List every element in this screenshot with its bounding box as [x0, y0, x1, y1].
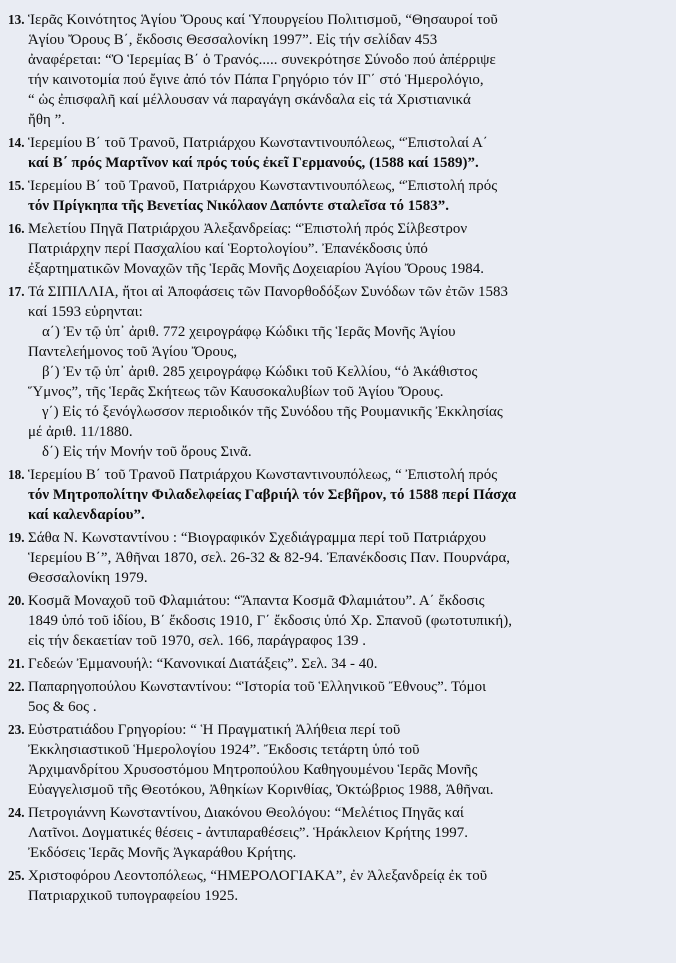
reference-line: Ἁγίου Ὄρους Β΄, ἔκδοσις Θεσσαλονίκη 1997”. Εἰς τήν σελίδαν 453: [28, 32, 438, 48]
reference-number: 22.: [8, 679, 25, 694]
reference-text: [28, 219, 666, 279]
reference-line: Λατῖνοι. Δογματικές θέσεις - ἀντιπαραθέσεις”. Ἡράκλειον Κρήτης 1997.: [28, 825, 468, 841]
reference-entry-23: [8, 720, 666, 800]
reference-line: καί καλενδαρίου”.: [28, 507, 145, 523]
reference-line: Εὐστρατιάδου Γρηγορίου: “ Ἡ Πραγματική Ἀλήθεια περί τοῦ: [28, 722, 401, 738]
reference-sub-line: δ΄) Εἰς τήν Μονήν τοῦ ὄρους Σινᾶ.: [42, 444, 252, 460]
reference-line: Μελετίου Πηγᾶ Πατριάρχου Ἀλεξανδρείας: “Ἐπιστολή πρός Σίλβεστρον: [28, 221, 468, 237]
reference-entry-22: [8, 677, 666, 717]
reference-line: Πατριαρχικοῦ τυπογραφείου 1925.: [28, 888, 239, 904]
reference-line: Γεδεών Ἐμμανουήλ: “Κανονικαί Διατάξεις”. Σελ. 34 - 40.: [28, 656, 378, 672]
reference-line: 5ος & 6ος .: [28, 699, 97, 715]
reference-entry-15: [8, 176, 666, 216]
reference-line: τήν καινοτομία πού ἔγινε ἀπό τόν Πάπα Γρηγόριο τόν ΙΓ΄ στό Ἡμερολόγιο,: [28, 72, 484, 88]
reference-line: Ἱερεμίου Β΄ τοῦ Τρανοῦ, Πατριάρχου Κωνσταντινουπόλεως, “Ἐπιστολή πρός: [28, 178, 498, 194]
reference-line: Σάθα Ν. Κωνσταντίνου : “Βιογραφικόν Σχεδιάγραμμα περί τοῦ Πατριάρχου: [28, 530, 487, 546]
reference-line: Ἐκδόσεις Ἱερᾶς Μονῆς Ἀγκαράθου Κρήτης.: [28, 845, 297, 861]
reference-text: [28, 282, 666, 462]
reference-line: μέ ἀριθ. 11/1880.: [28, 424, 133, 440]
reference-entry-24: [8, 803, 666, 863]
reference-line: τόν Πρίγκηπα τῆς Βενετίας Νικόλαον Δαπόντε σταλεῖσα τό 1583”.: [28, 198, 450, 214]
reference-line: Παπαρηγοπούλου Κωνσταντίνου: “Ἱστορία τοῦ Ἑλληνικοῦ Ἔθνους”. Τόμοι: [28, 679, 487, 695]
reference-line: Παντελεήμονος τοῦ Ἁγίου Ὄρους,: [28, 344, 238, 360]
reference-sub-line: β΄) Ἐν τῷ ὑπ᾽ ἀριθ. 285 χειρογράφῳ Κώδικι τοῦ Κελλίου, “ὁ Ἀκάθιστος: [42, 364, 478, 380]
reference-number: 24.: [8, 805, 25, 820]
reference-entry-21: [8, 654, 666, 674]
reference-text: [28, 10, 666, 130]
reference-number: 21.: [8, 656, 25, 671]
reference-number: 20.: [8, 593, 25, 608]
reference-number: 25.: [8, 868, 25, 883]
reference-text: [28, 591, 666, 651]
reference-line: τόν Μητροπολίτην Φιλαδελφείας Γαβριήλ τόν Σεβῆρον, τό 1588 περί Πάσχα: [28, 487, 517, 503]
reference-entry-20: [8, 591, 666, 651]
reference-number: 17.: [8, 284, 25, 299]
reference-line: Ἱερεμίου Β΄ τοῦ Τρανοῦ, Πατριάρχου Κωνσταντινουπόλεως, “Ἐπιστολαί Α΄: [28, 135, 488, 151]
reference-entry-17: [8, 282, 666, 462]
reference-number: 14.: [8, 135, 25, 150]
reference-sub-line: α΄) Ἐν τῷ ὑπ᾽ ἀριθ. 772 χειρογράφῳ Κώδικι τῆς Ἱερᾶς Μονῆς Ἁγίου: [42, 324, 456, 340]
reference-sub-line: γ΄) Εἰς τό ξενόγλωσσον περιοδικόν τῆς Συνόδου τῆς Ρουμανικῆς Ἐκκλησίας: [42, 404, 503, 420]
reference-number: 15.: [8, 178, 25, 193]
reference-text: [28, 176, 666, 216]
reference-line: εἰς τήν δεκαετίαν τοῦ 1970, σελ. 166, παράγραφος 139 .: [28, 633, 367, 649]
reference-text: [28, 465, 666, 525]
reference-number: 19.: [8, 530, 25, 545]
reference-line: Ἀρχιμανδρίτου Χρυσοστόμου Μητροπούλου Καθηγουμένου Ἱερᾶς Μονῆς: [28, 762, 478, 778]
reference-text: [28, 866, 666, 906]
reference-entry-18: [8, 465, 666, 525]
reference-line: 1849 ὑπό τοῦ ἰδίου, Β΄ ἔκδοσις 1910, Γ΄ ἔκδοσις ὑπό Χρ. Σπανοῦ (φωτοτυπική),: [28, 613, 512, 629]
reference-line: ἀναφέρεται: “Ὁ Ἱερεμίας Β΄ ὁ Τρανός..... συνεκρότησε Σύνοδο πού ἀπέρριψε: [28, 52, 496, 68]
reference-line: καί Β΄ πρός Μαρτῖνον καί πρός τούς ἐκεῖ Γερμανούς, (1588 καί 1589)”.: [28, 155, 479, 171]
reference-entry-16: [8, 219, 666, 279]
reference-line: Ἱερεμίου Β΄ τοῦ Τρανοῦ Πατριάρχου Κωνσταντινουπόλεως, “ Ἐπιστολή πρός: [28, 467, 498, 483]
reference-line: ἤθη ”.: [28, 112, 66, 128]
reference-line: Ἐκκλησιαστικοῦ Ἡμερολογίου 1924”. Ἔκδοσις τετάρτη ὑπό τοῦ: [28, 742, 420, 758]
reference-number: 18.: [8, 467, 25, 482]
reference-text: [28, 677, 666, 717]
reference-entry-14: [8, 133, 666, 173]
reference-text: [28, 528, 666, 588]
reference-text: [28, 803, 666, 863]
reference-line: Ἱερεμίου Β΄”, Ἀθῆναι 1870, σελ. 26-32 & 82-94. Ἐπανέκδοσις Παν. Πουρνάρα,: [28, 550, 511, 566]
reference-line: Ἱερᾶς Κοινότητος Ἁγίου Ὄρους καί Ὑπουργείου Πολιτισμοῦ, “Θησαυροί τοῦ: [28, 12, 498, 28]
reference-text: [28, 133, 666, 173]
reference-line: Πατριάρχην περί Πασχαλίου καί Ἑορτολογίου”. Ἐπανέκδοσις ὑπό: [28, 241, 428, 257]
reference-line: Κοσμᾶ Μοναχοῦ τοῦ Φλαμιάτου: “Ἅπαντα Κοσμᾶ Φλαμιάτου”. Α΄ ἔκδοσις: [28, 593, 485, 609]
reference-number: 23.: [8, 722, 25, 737]
reference-number: 13.: [8, 12, 25, 27]
reference-line: “ ὡς ἐπισφαλῆ καί μέλλουσαν νά παραγάγη σκάνδαλα εἰς τά Χριστιανικά: [28, 92, 471, 108]
reference-entry-13: [8, 10, 666, 130]
reference-line: Ὕμνος”, τῆς Ἱερᾶς Σκήτεως τῶν Καυσοκαλυβίων τοῦ Ἁγίου Ὄρους.: [28, 384, 444, 400]
reference-line: Τά ΣΙΠΙΛΛΙΑ, ἤτοι αἱ Ἀποφάσεις τῶν Πανορθοδόξων Συνόδων τῶν ἐτῶν 1583: [28, 284, 508, 300]
reference-line: Χριστοφόρου Λεοντοπόλεως, “ΗΜΕΡΟΛΟΓΙΑΚΑ”, ἐν Ἀλεξανδρείᾳ ἐκ τοῦ: [28, 868, 488, 884]
reference-number: 16.: [8, 221, 25, 236]
reference-line: Πετρογιάννη Κωνσταντίνου, Διακόνου Θεολόγου: “Μελέτιος Πηγᾶς καί: [28, 805, 464, 821]
reference-line: Θεσσαλονίκη 1979.: [28, 570, 148, 586]
reference-line: Εὐαγγελισμοῦ τῆς Θεοτόκου, Ἀθηκίων Κορινθίας, Ὀκτώβριος 1988, Ἀθῆναι.: [28, 782, 494, 798]
reference-entry-19: [8, 528, 666, 588]
reference-text: [28, 654, 666, 674]
reference-line: ἐξαρτηματικῶν Μοναχῶν τῆς Ἱερᾶς Μονῆς Δοχειαρίου Ἁγίου Ὄρους 1984.: [28, 261, 485, 277]
reference-text: [28, 720, 666, 800]
reference-line: καί 1593 εὑρηνται:: [28, 304, 143, 320]
reference-entry-25: [8, 866, 666, 906]
